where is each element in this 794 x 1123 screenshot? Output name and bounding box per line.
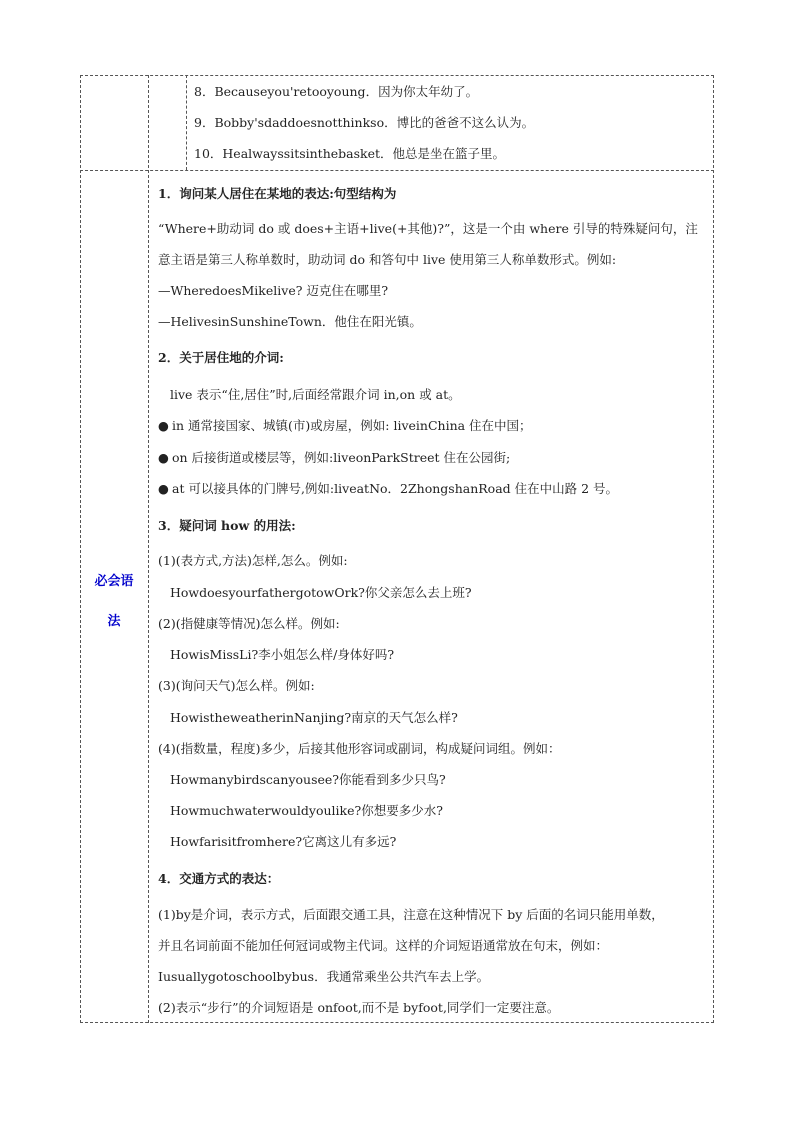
bullet-item xyxy=(158,481,618,497)
example-line: HowdoesyourfathergotowOrk?你父亲怎么去上班? xyxy=(170,585,472,600)
section-heading: 2．关于居住地的介词: xyxy=(158,350,284,365)
bullet-text: in 通常接国家、城镇(市)或房屋，例如: liveinChina 住在中国； xyxy=(172,418,532,433)
bullet-text: at 可以接具体的门牌号,例如:liveatNo．2ZhongshanRoad 住在中山路 2 号。 xyxy=(172,481,619,496)
section-heading: 1．询问某人居住在某地的表达:句型结构为 xyxy=(158,186,397,201)
bullet-icon: ● xyxy=(158,450,169,465)
row-divider xyxy=(80,170,714,171)
paragraph-line: (4)(指数量，程度)多少，后接其他形容词或副词，构成疑问词组。例如： xyxy=(158,741,561,756)
paragraph-line: (2)表示“步行”的介词短语是 onfoot,而不是 byfoot,同学们一定要注意。 xyxy=(158,1000,560,1015)
bullet-icon: ● xyxy=(158,418,169,433)
list-item: 9．Bobby'sdaddoesnotthinkso．博比的爸爸不这么认为。 xyxy=(194,115,535,130)
bullet-item xyxy=(158,450,510,466)
paragraph-line: (1)(表方式,方法)怎样,怎么。例如: xyxy=(158,553,348,568)
example-line: Iusuallygotoschoolbybus．我通常乘坐公共汽车去上学。 xyxy=(158,969,490,984)
example-line: HowistheweatherinNanjing?南京的天气怎么样? xyxy=(170,710,458,725)
section-label: 法 xyxy=(107,614,121,629)
section-heading: 4．交通方式的表达： xyxy=(158,871,280,886)
section-label: 必会语 xyxy=(94,574,134,589)
paragraph-line: (3)(询问天气)怎么样。例如: xyxy=(158,678,315,693)
example-line: Howmuchwaterwouldyoulike?你想要多少水? xyxy=(170,803,443,818)
column-divider xyxy=(148,75,149,1023)
example-line: HowisMissLi?李小姐怎么样/身体好吗? xyxy=(170,647,395,662)
paragraph-line: 意主语是第三人称单数时，助动词 do 和答句中 live 使用第三人称单数形式。例如: xyxy=(158,252,617,267)
example-line: —WheredoesMikelive? 迈克住在哪里? xyxy=(158,283,389,298)
list-item: 10．Healwayssitsinthebasket．他总是坐在篮子里。 xyxy=(194,146,506,161)
bullet-item xyxy=(158,418,532,434)
section-heading: 3．疑问词 how 的用法: xyxy=(158,518,296,533)
example-line: —HelivesinSunshineTown．他住在阳光镇。 xyxy=(158,314,422,329)
bullet-text: on 后接街道或楼层等，例如:liveonParkStreet 住在公园街; xyxy=(172,450,511,465)
paragraph-line: 并且名词前面不能加任何冠词或物主代词。这样的介词短语通常放在句末，例如： xyxy=(158,938,609,953)
paragraph-line: “Where+助动词 do 或 does+主语+live(+其他)?”，这是一个由 where 引导的特殊疑问句，注 xyxy=(158,221,698,236)
example-line: Howmanybirdscanyousee?你能看到多少只鸟? xyxy=(170,772,446,787)
paragraph-line: (2)(指健康等情况)怎么样。例如: xyxy=(158,616,340,631)
paragraph-line: live 表示“住,居住”时,后面经常跟介词 in,on 或 at。 xyxy=(170,387,461,402)
bullet-icon: ● xyxy=(158,481,169,496)
example-line: Howfarisitfromhere?它离这儿有多远? xyxy=(170,834,397,849)
list-item: 8．Becauseyou'retooyoung．因为你太年幼了。 xyxy=(194,84,479,99)
paragraph-line: (1)by是介词，表示方式，后面跟交通工具，注意在这种情况下 by 后面的名词只能用单数， xyxy=(158,907,664,922)
inner-column-divider xyxy=(186,75,187,170)
